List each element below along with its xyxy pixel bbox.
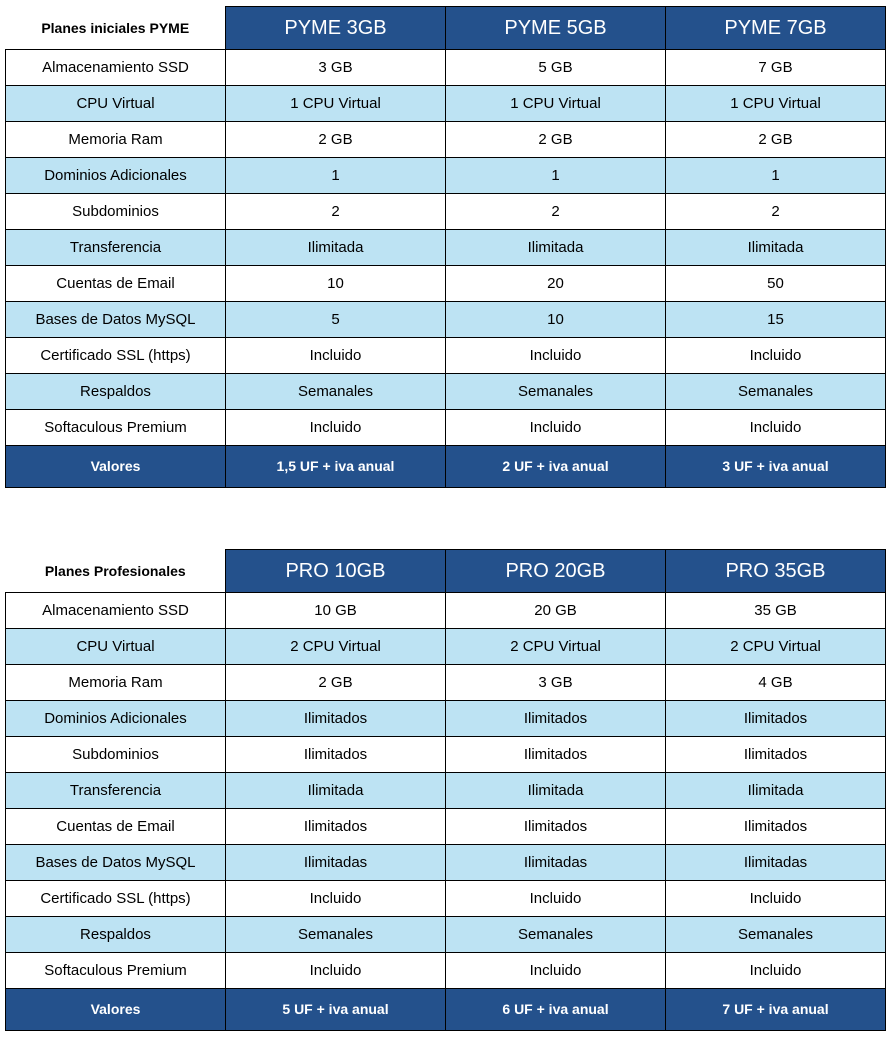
feature-value: Ilimitados <box>226 701 446 737</box>
feature-value: 2 GB <box>666 122 886 158</box>
feature-label: Almacenamiento SSD <box>6 50 226 86</box>
feature-value: 35 GB <box>666 593 886 629</box>
feature-value: Ilimitados <box>666 809 886 845</box>
feature-value: Incluido <box>226 410 446 446</box>
feature-value: Semanales <box>446 917 666 953</box>
price-value: 2 UF + iva anual <box>446 446 666 488</box>
feature-value: Semanales <box>226 917 446 953</box>
feature-value: Semanales <box>666 374 886 410</box>
feature-value: Incluido <box>666 881 886 917</box>
feature-label: Softaculous Premium <box>6 410 226 446</box>
feature-value: 1 CPU Virtual <box>666 86 886 122</box>
feature-value: 2 CPU Virtual <box>226 629 446 665</box>
feature-label: Transferencia <box>6 230 226 266</box>
feature-value: Incluido <box>446 881 666 917</box>
feature-value: 10 <box>226 266 446 302</box>
plan-pro-35gb: PRO 35GB <box>666 550 886 593</box>
price-value: 6 UF + iva anual <box>446 989 666 1031</box>
feature-value: Semanales <box>446 374 666 410</box>
table-row <box>6 809 886 845</box>
feature-label: Subdominios <box>6 737 226 773</box>
pyme-table-title: Planes iniciales PYME <box>6 7 226 50</box>
table-row <box>6 374 886 410</box>
feature-value: 7 GB <box>666 50 886 86</box>
table-row <box>6 701 886 737</box>
feature-value: 2 <box>666 194 886 230</box>
feature-label: Cuentas de Email <box>6 266 226 302</box>
feature-value: 1 CPU Virtual <box>446 86 666 122</box>
feature-label: Cuentas de Email <box>6 809 226 845</box>
price-value: 7 UF + iva anual <box>666 989 886 1031</box>
feature-value: Incluido <box>226 881 446 917</box>
feature-value: 2 <box>446 194 666 230</box>
price-value: 3 UF + iva anual <box>666 446 886 488</box>
plan-pyme-7gb: PYME 7GB <box>666 7 886 50</box>
feature-value: Semanales <box>226 374 446 410</box>
feature-value: Semanales <box>666 917 886 953</box>
feature-value: 20 GB <box>446 593 666 629</box>
feature-value: Incluido <box>446 410 666 446</box>
pyme-price-row <box>6 446 886 488</box>
plan-pyme-3gb: PYME 3GB <box>226 7 446 50</box>
table-row <box>6 629 886 665</box>
feature-value: Ilimitada <box>226 773 446 809</box>
feature-value: 1 <box>666 158 886 194</box>
feature-value: Incluido <box>446 338 666 374</box>
table-row <box>6 593 886 629</box>
table-row <box>6 86 886 122</box>
feature-value: Ilimitadas <box>446 845 666 881</box>
plan-pro-10gb: PRO 10GB <box>226 550 446 593</box>
feature-value: 2 GB <box>226 122 446 158</box>
feature-value: 2 GB <box>226 665 446 701</box>
pro-price-row <box>6 989 886 1031</box>
pro-header-row <box>6 550 886 593</box>
pyme-plans-table <box>5 6 886 488</box>
feature-value: Incluido <box>666 410 886 446</box>
price-label: Valores <box>6 446 226 488</box>
table-row <box>6 158 886 194</box>
feature-value: 2 CPU Virtual <box>446 629 666 665</box>
table-row <box>6 953 886 989</box>
feature-label: Softaculous Premium <box>6 953 226 989</box>
table-row <box>6 845 886 881</box>
table-row <box>6 266 886 302</box>
feature-value: 10 <box>446 302 666 338</box>
pro-plans-table <box>5 549 886 1031</box>
feature-value: Incluido <box>446 953 666 989</box>
feature-label: Bases de Datos MySQL <box>6 302 226 338</box>
feature-value: Incluido <box>666 953 886 989</box>
feature-value: Ilimitados <box>226 809 446 845</box>
plan-pyme-5gb: PYME 5GB <box>446 7 666 50</box>
feature-value: 2 <box>226 194 446 230</box>
table-row <box>6 410 886 446</box>
feature-value: Incluido <box>226 953 446 989</box>
feature-label: Dominios Adicionales <box>6 158 226 194</box>
table-row <box>6 50 886 86</box>
feature-value: 50 <box>666 266 886 302</box>
feature-value: 10 GB <box>226 593 446 629</box>
feature-value: Ilimitada <box>226 230 446 266</box>
feature-value: Ilimitada <box>446 773 666 809</box>
pro-table-title: Planes Profesionales <box>6 550 226 593</box>
feature-label: Transferencia <box>6 773 226 809</box>
feature-value: Incluido <box>666 338 886 374</box>
feature-label: Bases de Datos MySQL <box>6 845 226 881</box>
feature-value: 1 <box>446 158 666 194</box>
feature-label: Respaldos <box>6 917 226 953</box>
feature-label: Certificado SSL (https) <box>6 338 226 374</box>
plan-pro-20gb: PRO 20GB <box>446 550 666 593</box>
table-row <box>6 665 886 701</box>
table-row <box>6 302 886 338</box>
feature-value: 1 <box>226 158 446 194</box>
table-row <box>6 773 886 809</box>
feature-label: CPU Virtual <box>6 86 226 122</box>
price-label: Valores <box>6 989 226 1031</box>
feature-value: 2 GB <box>446 122 666 158</box>
feature-value: 15 <box>666 302 886 338</box>
table-row <box>6 881 886 917</box>
table-row <box>6 230 886 266</box>
feature-label: Certificado SSL (https) <box>6 881 226 917</box>
feature-value: 4 GB <box>666 665 886 701</box>
feature-value: Ilimitadas <box>226 845 446 881</box>
feature-label: Respaldos <box>6 374 226 410</box>
feature-label: Subdominios <box>6 194 226 230</box>
feature-value: 5 <box>226 302 446 338</box>
feature-value: 3 GB <box>226 50 446 86</box>
table-row <box>6 338 886 374</box>
feature-value: Ilimitada <box>666 773 886 809</box>
feature-value: 3 GB <box>446 665 666 701</box>
feature-value: 20 <box>446 266 666 302</box>
feature-value: Ilimitados <box>446 701 666 737</box>
feature-value: Ilimitados <box>666 737 886 773</box>
price-value: 1,5 UF + iva anual <box>226 446 446 488</box>
feature-label: Memoria Ram <box>6 665 226 701</box>
pyme-header-row <box>6 7 886 50</box>
feature-label: CPU Virtual <box>6 629 226 665</box>
feature-label: Almacenamiento SSD <box>6 593 226 629</box>
feature-value: Ilimitadas <box>666 845 886 881</box>
feature-value: Ilimitados <box>446 737 666 773</box>
feature-value: 5 GB <box>446 50 666 86</box>
feature-label: Dominios Adicionales <box>6 701 226 737</box>
table-row <box>6 194 886 230</box>
table-row <box>6 737 886 773</box>
feature-value: Ilimitada <box>666 230 886 266</box>
feature-value: Ilimitados <box>446 809 666 845</box>
table-row <box>6 917 886 953</box>
price-value: 5 UF + iva anual <box>226 989 446 1031</box>
feature-label: Memoria Ram <box>6 122 226 158</box>
table-row <box>6 122 886 158</box>
feature-value: Ilimitada <box>446 230 666 266</box>
feature-value: Ilimitados <box>666 701 886 737</box>
feature-value: Incluido <box>226 338 446 374</box>
feature-value: 1 CPU Virtual <box>226 86 446 122</box>
feature-value: 2 CPU Virtual <box>666 629 886 665</box>
feature-value: Ilimitados <box>226 737 446 773</box>
